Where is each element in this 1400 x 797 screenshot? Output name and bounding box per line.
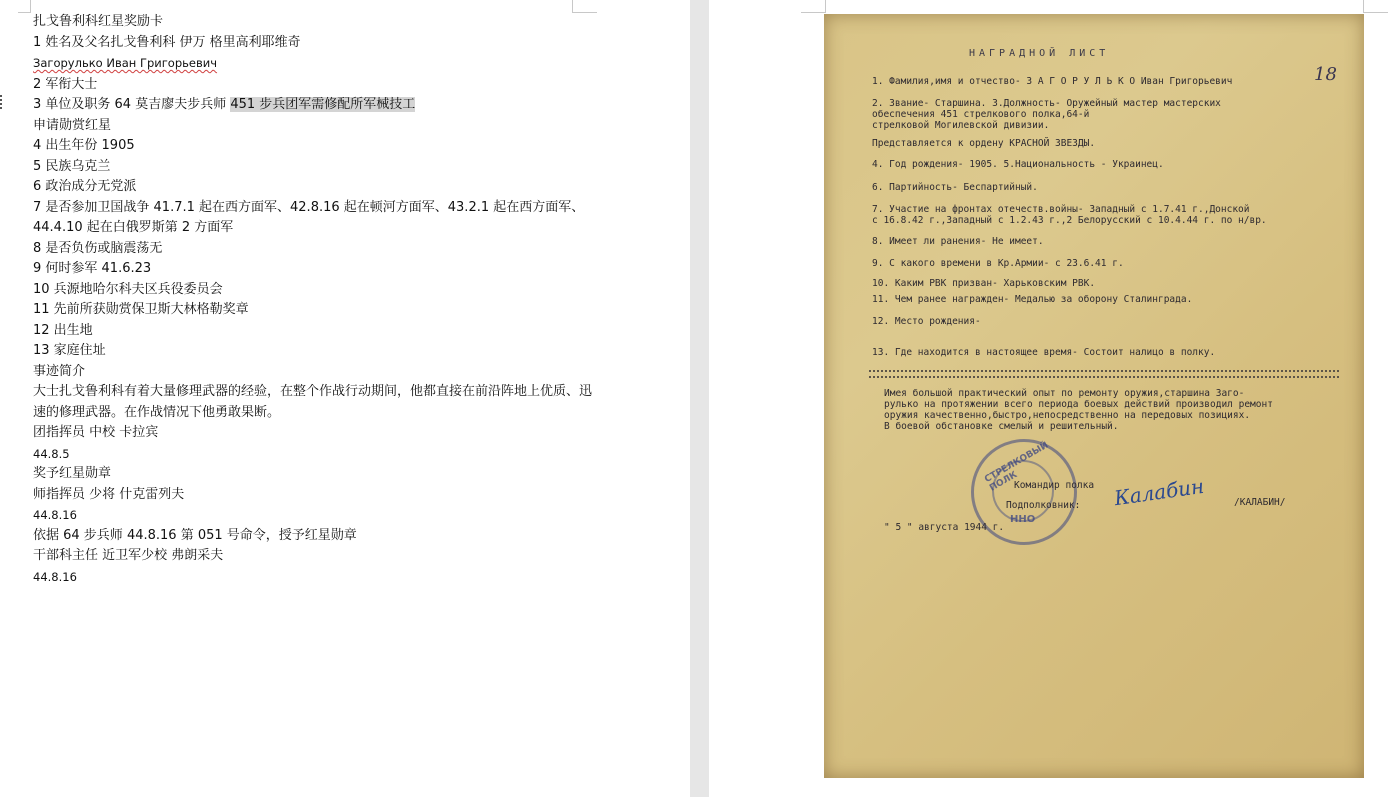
crop-mark-top-right bbox=[1363, 0, 1388, 13]
scan-item: обеспечения 451 стрелкового полка,64-й bbox=[872, 109, 1090, 120]
text-line: 8 是否负伤或脑震荡无 bbox=[33, 240, 163, 256]
text-line: 5 民族乌克兰 bbox=[33, 158, 111, 174]
text-line: 44.4.10 起在白俄罗斯第 2 方面军 bbox=[33, 220, 234, 235]
text-segment: 3 单位及职务 64 莫吉廖夫步兵师 bbox=[33, 97, 231, 112]
selected-text[interactable]: 451 步兵团军需修配所军械技工 bbox=[230, 97, 416, 112]
scan-item: 2. Звание- Старшина. 3.Должность- Оружейный мастер мастерских bbox=[872, 98, 1221, 109]
right-document-page bbox=[709, 0, 1400, 797]
document-text[interactable] bbox=[33, 12, 593, 587]
scan-item: 7. Участие на фронтах отечеств.войны- Западный с 1.7.41 г.,Донской bbox=[872, 204, 1250, 215]
scan-item: 4. Год рождения- 1905. 5.Национальность - Украинец. bbox=[872, 159, 1164, 170]
text-line: 10 兵源地哈尔科夫区兵役委员会 bbox=[33, 281, 223, 297]
crop-mark-top-left bbox=[18, 0, 31, 13]
text-line: 干部科主任 近卫军少校 弗朗采夫 bbox=[33, 548, 224, 563]
narrative-line: Имея большой практический опыт по ремонту оружия,старшина Заго- bbox=[884, 388, 1245, 399]
signature-title: Командир полка bbox=[1014, 480, 1095, 491]
narrative-paragraph: 大士扎戈鲁利科有着大量修理武器的经验，在整个作战行动期间，他都直接在前沿阵地上优质、迅速的修理武器。在作战情况下他勇敢果断。 bbox=[33, 384, 593, 420]
stamp-text: СТРЕЛКОВЫЙ ПОЛК bbox=[983, 440, 1051, 494]
scan-item: 6. Партийность- Беспартийный. bbox=[872, 182, 1038, 193]
date-line: 44.8.16 bbox=[33, 508, 77, 522]
text-line: 团指挥员 中校 卡拉宾 bbox=[33, 425, 159, 440]
dotted-divider bbox=[869, 376, 1339, 378]
text-line: 1 姓名及父名扎戈鲁利科 伊万 格里高利耶维奇 bbox=[33, 34, 301, 50]
scan-title: НАГРАДНОЙ ЛИСТ bbox=[969, 48, 1110, 59]
date-line: 44.8.16 bbox=[33, 569, 77, 584]
text-line: 9 何时参军 41.6.23 bbox=[33, 261, 152, 276]
scan-item: с 16.8.42 г.,Западный с 1.2.43 г.,2 Белорусский с 10.4.44 г. по н/вр. bbox=[872, 215, 1267, 226]
text-line: 7 是否参加卫国战争 41.7.1 起在西方面军、42.8.16 起在顿河方面军、43.2.1 起在西方面军、 bbox=[33, 199, 585, 215]
paragraph-mark-icon bbox=[0, 95, 5, 109]
text-line: 13 家庭住址 bbox=[33, 343, 106, 358]
scan-item: 10. Каким РВК призван- Харьковским РВК. bbox=[872, 278, 1096, 289]
page-mark: 18 bbox=[1314, 64, 1337, 85]
text-line-russian bbox=[33, 53, 593, 75]
crop-mark-top-left bbox=[801, 0, 826, 13]
text-line: 奖予红星勋章 bbox=[33, 466, 112, 481]
narrative-line: рулько на протяжении всего периода боевых действий производил ремонт bbox=[884, 399, 1273, 410]
narrative-line: оружия качественно,быстро,непосредственно на передовых позициях. bbox=[884, 410, 1251, 421]
text-line: 2 军衔大士 bbox=[33, 76, 98, 92]
left-document-page bbox=[0, 0, 690, 797]
scan-date-line: " 5 " августа 1944 г. bbox=[884, 522, 1005, 533]
text-line: 11 先前所获勋赏保卫斯大林格勒奖章 bbox=[33, 302, 249, 317]
text-line: 12 出生地 bbox=[33, 322, 93, 338]
scan-item: стрелковой Могилевской дивизии. bbox=[872, 120, 1050, 131]
text-line: 师指挥员 少将 什克雷列夫 bbox=[33, 486, 185, 502]
text-line: 依据 64 步兵师 44.8.16 第 051 号命令，授予红星勋章 bbox=[33, 527, 357, 543]
signature-rank: Подполковник: bbox=[1006, 500, 1081, 511]
text-line: 申请勋赏红星 bbox=[33, 117, 112, 133]
page-gutter bbox=[690, 0, 709, 797]
text-line: 6 政治成分无党派 bbox=[33, 179, 137, 194]
scan-item: 11. Чем ранее награжден- Медалью за оборону Сталинграда. bbox=[872, 294, 1193, 305]
text-line: 4 出生年份 1905 bbox=[33, 138, 135, 153]
scan-item: 12. Место рождения- bbox=[872, 316, 981, 327]
date-line: 44.8.5 bbox=[33, 446, 70, 461]
text-line: 事迹简介 bbox=[33, 363, 86, 379]
scanned-award-sheet-image[interactable] bbox=[824, 14, 1364, 778]
signatory-name: /КАЛАБИН/ bbox=[1234, 497, 1286, 508]
scan-item: 8. Имеет ли ранения- Не имеет. bbox=[872, 236, 1044, 247]
doc-title: 扎戈鲁利科红星奖励卡 bbox=[33, 14, 164, 29]
text-line bbox=[33, 95, 593, 116]
scan-item: 9. С какого времени в Кр.Армии- с 23.6.41 г. bbox=[872, 258, 1124, 269]
scan-item: Представляется к ордену КРАСНОЙ ЗВЕЗДЫ. bbox=[872, 138, 1096, 149]
scan-item: 1. Фамилия,имя и отчество- З А Г О Р У Л Ь К О Иван Григорьевич bbox=[872, 76, 1233, 87]
russian-name: Загорулько Иван Григорьевич bbox=[33, 56, 218, 70]
narrative-line: В боевой обстановке смелый и решительный. bbox=[884, 421, 1119, 432]
scan-item: 13. Где находится в настоящее время- Состоит налицо в полку. bbox=[872, 347, 1216, 358]
stamp-center-text: ННО bbox=[1010, 514, 1036, 525]
handwritten-signature: Калабин bbox=[1112, 473, 1206, 511]
dotted-divider bbox=[869, 370, 1339, 372]
